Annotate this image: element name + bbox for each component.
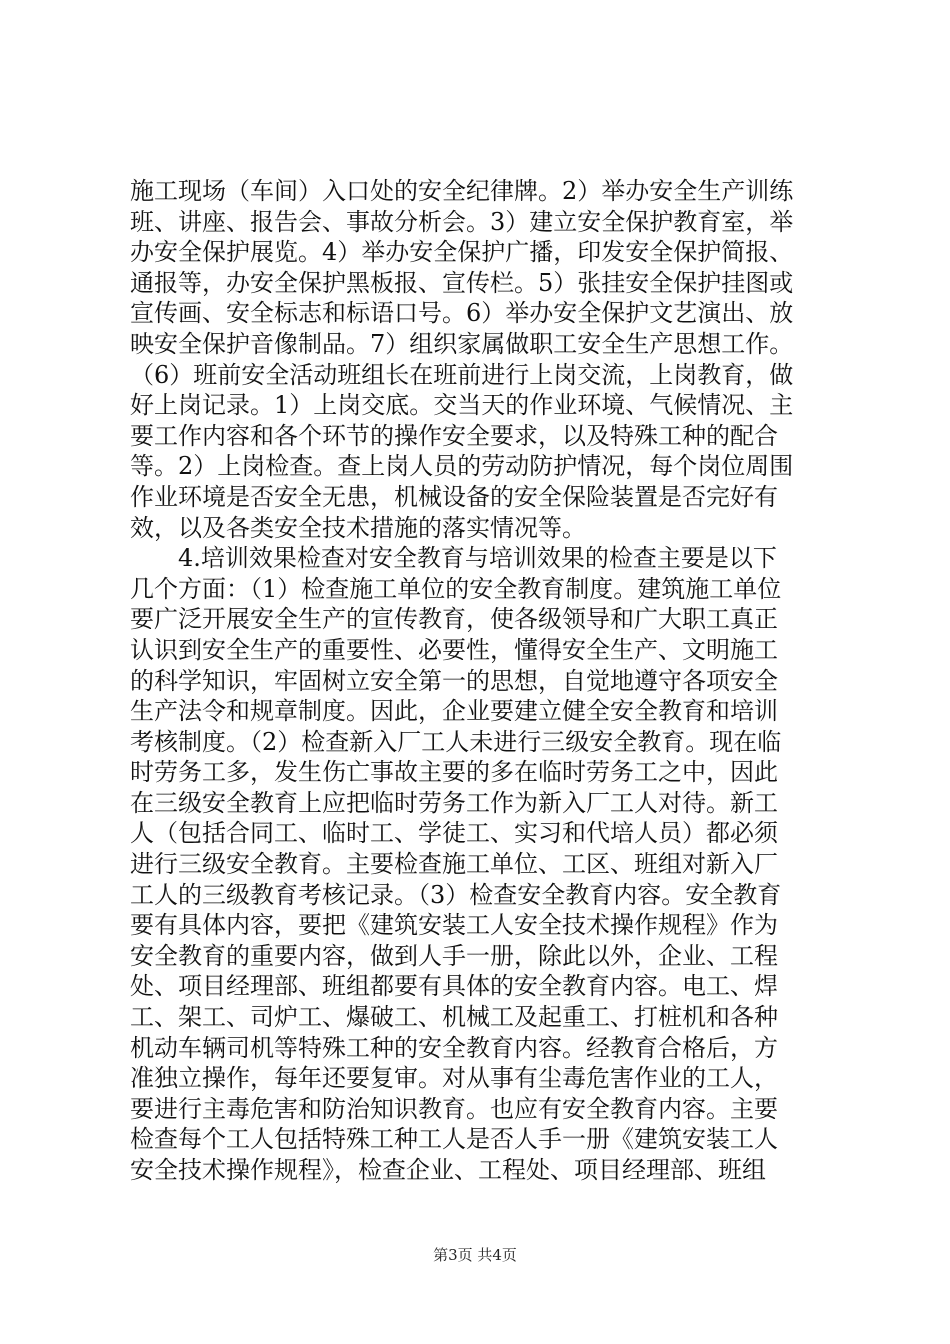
text-line: 班、讲座、报告会、事故分析会。3）建立安全保护教育室，举 [130, 207, 794, 236]
text-line: 安全技术操作规程》，检查企业、工程处、项目经理部、班组 [130, 1156, 766, 1184]
text-line: 通报等，办安全保护黑板报、宣传栏。5）张挂安全保护挂图或 [130, 268, 794, 297]
text-line: 工、架工、司炉工、爆破工、机械工及起重工、打桩机和各种 [130, 1003, 778, 1032]
text-line: 生产法令和规章制度。因此，企业要建立健全安全教育和培训 [130, 697, 778, 726]
text-line: 要工作内容和各个环节的操作安全要求，以及特殊工种的配合 [130, 421, 778, 450]
text-line: 考核制度。（2）检查新入厂工人未进行三级安全教育。现在临 [130, 727, 782, 756]
text-line: 施工现场（车间）入口处的安全纪律牌。2）举办安全生产训练 [130, 177, 794, 205]
text-line: 好上岗记录。1）上岗交底。交当天的作业环境、气候情况、主 [130, 391, 794, 420]
text-line: 认识到安全生产的重要性、必要性，懂得安全生产、文明施工 [130, 635, 778, 664]
text-line: 等。2）上岗检查。查上岗人员的劳动防护情况，每个岗位周围 [130, 452, 794, 481]
text-line: 进行三级安全教育。主要检查施工单位、工区、班组对新入厂 [130, 850, 778, 879]
text-line: 在三级安全教育上应把临时劳务工作为新入厂工人对待。新工 [130, 788, 778, 817]
text-line: 人（包括合同工、临时工、学徒工、实习和代培人员）都必须 [130, 819, 778, 848]
paragraph-start-line: 4.培训效果检查对安全教育与培训效果的检查主要是以下 [178, 544, 777, 573]
text-line: （6）班前安全活动班组长在班前进行上岗交流，上岗教育，做 [130, 360, 794, 389]
text-line: 要进行主毒危害和防治知识教育。也应有安全教育内容。主要 [130, 1094, 778, 1123]
text-line: 几个方面：（1）检查施工单位的安全教育制度。建筑施工单位 [130, 574, 782, 603]
text-line: 的科学知识，牢固树立安全第一的思想，自觉地遵守各项安全 [130, 666, 778, 695]
page-number-footer: 第3页 共4页 [433, 1246, 517, 1264]
text-line: 检查每个工人包括特殊工种工人是否人手一册《建筑安装工人 [130, 1125, 778, 1154]
text-line: 作业环境是否安全无患，机械设备的安全保险装置是否完好有 [130, 482, 778, 511]
text-line: 效，以及各类安全技术措施的落实情况等。 [130, 513, 586, 542]
text-line: 要有具体内容，要把《建筑安装工人安全技术操作规程》作为 [130, 911, 778, 940]
text-line: 要广泛开展安全生产的宣传教育，使各级领导和广大职工真正 [130, 605, 778, 634]
text-line: 时劳务工多，发生伤亡事故主要的多在临时劳务工之中，因此 [130, 758, 778, 787]
text-line: 准独立操作，每年还要复审。对从事有尘毒危害作业的工人， [130, 1064, 778, 1093]
document-body [130, 176, 826, 1186]
text-line: 映安全保护音像制品。7）组织家属做职工安全生产思想工作。 [130, 329, 794, 358]
text-line: 工人的三级教育考核记录。（3）检查安全教育内容。安全教育 [130, 880, 782, 909]
text-line: 宣传画、安全标志和标语口号。6）举办安全保护文艺演出、放 [130, 299, 794, 328]
text-line: 办安全保护展览。4）举办安全保护广播，印发安全保护简报、 [130, 238, 794, 267]
text-line: 处、项目经理部、班组都要有具体的安全教育内容。电工、焊 [130, 972, 778, 1001]
text-line: 安全教育的重要内容，做到人手一册，除此以外，企业、工程 [130, 941, 778, 970]
text-line: 机动车辆司机等特殊工种的安全教育内容。经教育合格后，方 [130, 1033, 778, 1062]
